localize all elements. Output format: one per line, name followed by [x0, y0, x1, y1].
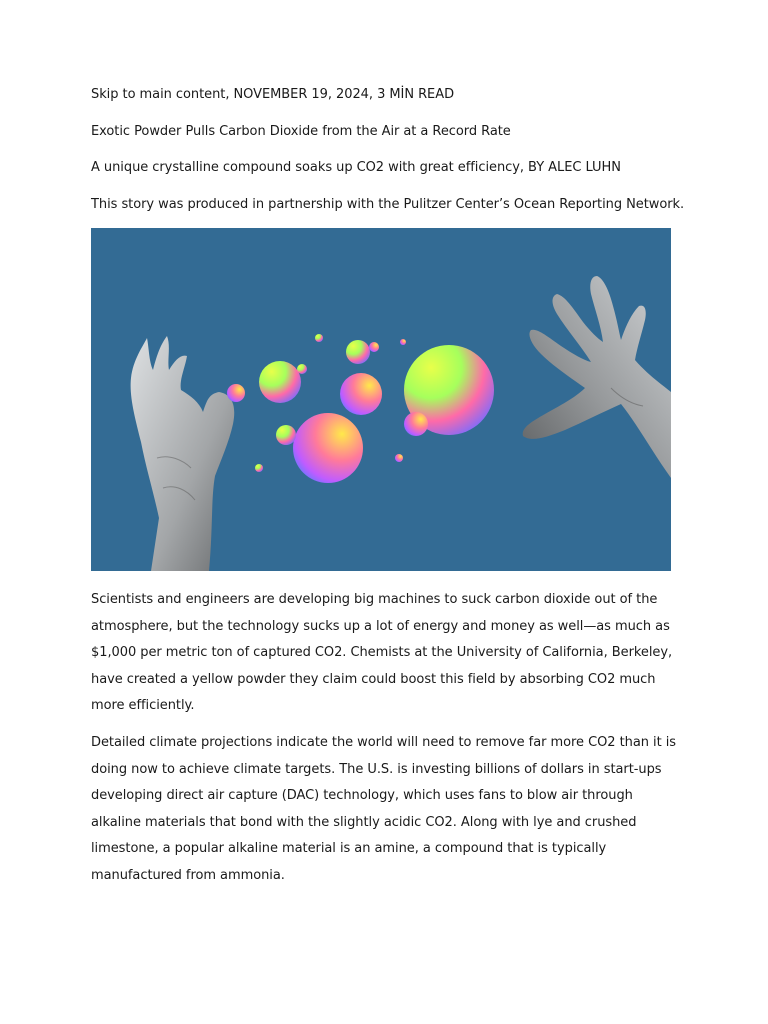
hands-spheres-illustration [91, 228, 671, 571]
left-hand-shape [131, 336, 235, 571]
partnership-note: This story was produced in partnership with the Pulitzer Center’s Ocean Reporting Network. [91, 196, 685, 212]
colorful-spheres [227, 334, 494, 483]
article-illustration [91, 228, 671, 571]
article-title: Exotic Powder Pulls Carbon Dioxide from the Air at a Record Rate [91, 123, 511, 139]
meta-line: Skip to main content, NOVEMBER 19, 2024, 3 MİN READ [91, 87, 455, 102]
document-page [91, 86, 685, 900]
body-paragraph-1: Scientists and engineers are developing big machines to suck carbon dioxide out of the atmosphere, but the technology sucks up a lot of energy and money as well—as much as $1,000 per metric ton of captured CO2. Chemists at the University of California, Berkeley, have created a yellow powder they claim could boost this field by absorbing CO2 much more efficiently. [91, 592, 673, 714]
right-hand-shape [523, 276, 671, 478]
body-paragraph-2: Detailed climate projections indicate the world will need to remove far more CO2 than it is doing now to achieve climate targets. The U.S. is investing billions of dollars in start-ups developing direct air capture (DAC) technology, which uses fans to blow air through alkaline materials that bond with the slightly acidic CO2. Along with lye and crushed limestone, a popular alkaline material is an amine, a compound that is typically manufactured from ammonia. [91, 734, 676, 883]
article-subtitle-byline: A unique crystalline compound soaks up CO2 with great efficiency, BY ALEC LUHN [91, 160, 621, 175]
